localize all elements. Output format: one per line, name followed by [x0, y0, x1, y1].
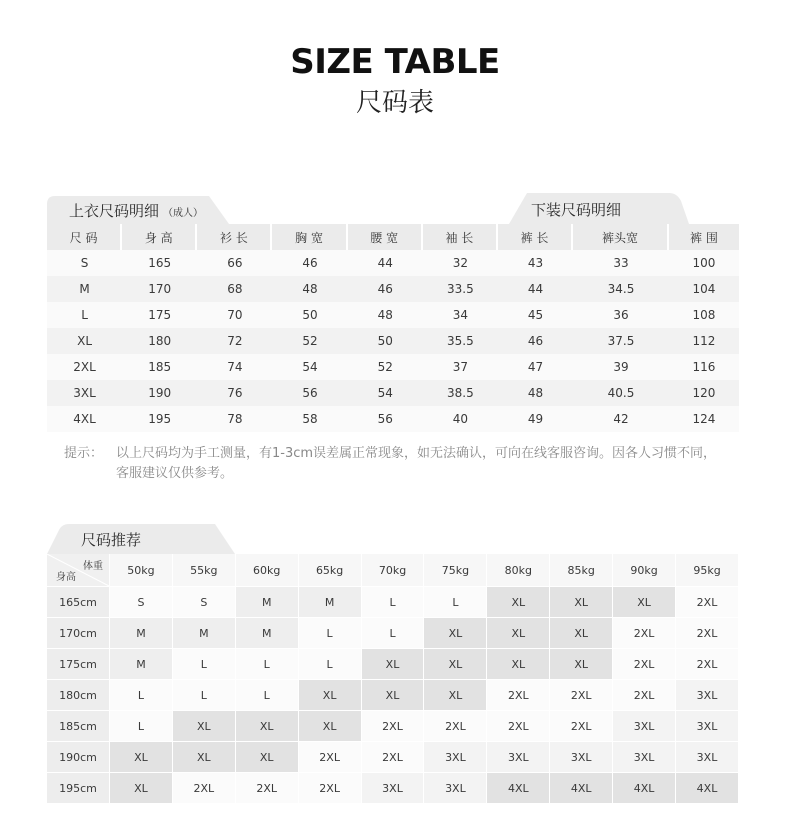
recommended-size-cell: M [173, 618, 236, 649]
weight-header-cell: 50kg [110, 554, 173, 587]
recommended-size-cell: XL [236, 711, 299, 742]
recommended-size-cell: 4XL [550, 773, 613, 804]
recommended-size-cell: 3XL [613, 711, 676, 742]
recommended-size-cell: L [362, 618, 425, 649]
recommend-row [47, 649, 739, 680]
size-table-header: 身 高 [122, 224, 197, 250]
recommended-size-cell: 2XL [550, 711, 613, 742]
size-value-cell: 56 [272, 380, 347, 406]
recommended-size-cell: L [362, 587, 425, 618]
size-value-cell: 35.5 [423, 328, 498, 354]
weight-axis-label: 体重 [83, 561, 103, 572]
recommend-row [47, 618, 739, 649]
recommended-size-cell: 3XL [424, 742, 487, 773]
recommended-size-cell: XL [110, 773, 173, 804]
recommended-size-cell: XL [550, 618, 613, 649]
size-table-row [47, 328, 739, 354]
size-value-cell: 40.5 [573, 380, 669, 406]
recommended-size-cell: XL [299, 711, 362, 742]
size-value-cell: 34.5 [573, 276, 669, 302]
recommend-row [47, 711, 739, 742]
recommended-size-cell: 2XL [676, 649, 739, 680]
bottom-size-tab [509, 193, 689, 221]
recommended-size-cell: 3XL [676, 680, 739, 711]
recommended-size-cell: L [424, 587, 487, 618]
size-value-cell: 54 [272, 354, 347, 380]
recommended-size-cell: 2XL [676, 618, 739, 649]
weight-header-cell: 85kg [550, 554, 613, 587]
top-size-tab-label: 上衣尺码明细 [69, 202, 160, 220]
weight-header-cell: 95kg [676, 554, 739, 587]
height-cell: 170cm [47, 618, 110, 649]
recommended-size-cell: 3XL [424, 773, 487, 804]
size-value-cell: 74 [197, 354, 272, 380]
size-value-cell: 37.5 [573, 328, 669, 354]
recommended-size-cell: 2XL [362, 711, 425, 742]
height-cell: 185cm [47, 711, 110, 742]
size-value-cell: 56 [348, 406, 423, 432]
recommended-size-cell: XL [236, 742, 299, 773]
size-name-cell: L [47, 302, 122, 328]
size-value-cell: 33.5 [423, 276, 498, 302]
recommended-size-cell: 2XL [362, 742, 425, 773]
recommended-size-cell: XL [299, 680, 362, 711]
height-cell: 165cm [47, 587, 110, 618]
note-text: 以上尺码均为手工测量，有1-3cm误差属正常现象，如无法确认，可向在线客服咨询。因各人习惯不同，客服建议仅供参考。 [116, 446, 717, 481]
size-table-row [47, 354, 739, 380]
recommended-size-cell: L [110, 680, 173, 711]
size-value-cell: 47 [498, 354, 573, 380]
weight-header-cell: 75kg [424, 554, 487, 587]
size-value-cell: 120 [669, 380, 739, 406]
size-value-cell: 43 [498, 250, 573, 276]
recommended-size-cell: 2XL [299, 773, 362, 804]
size-value-cell: 70 [197, 302, 272, 328]
size-table-row [47, 380, 739, 406]
recommended-size-cell: 2XL [613, 618, 676, 649]
recommended-size-cell: 3XL [487, 742, 550, 773]
recommend-row [47, 680, 739, 711]
size-table-header: 胸 宽 [272, 224, 347, 250]
recommended-size-cell: S [173, 587, 236, 618]
weight-header-cell: 60kg [236, 554, 299, 587]
size-value-cell: 180 [122, 328, 197, 354]
height-cell: 180cm [47, 680, 110, 711]
size-value-cell: 50 [272, 302, 347, 328]
recommended-size-cell: XL [173, 742, 236, 773]
recommended-size-cell: 2XL [613, 649, 676, 680]
recommend-row [47, 742, 739, 773]
page-title-cn: 尺码表 [355, 88, 434, 118]
recommended-size-cell: XL [173, 711, 236, 742]
weight-header-cell: 80kg [487, 554, 550, 587]
weight-header-cell: 90kg [613, 554, 676, 587]
recommended-size-cell: M [110, 649, 173, 680]
recommended-size-cell: 4XL [676, 773, 739, 804]
size-table-header: 尺 码 [47, 224, 122, 250]
recommended-size-cell: 4XL [613, 773, 676, 804]
height-cell: 190cm [47, 742, 110, 773]
recommended-size-cell: XL [487, 618, 550, 649]
size-value-cell: 124 [669, 406, 739, 432]
top-size-tab [47, 196, 229, 224]
size-name-cell: M [47, 276, 122, 302]
recommended-size-cell: XL [424, 618, 487, 649]
recommended-size-cell: 2XL [487, 680, 550, 711]
recommended-size-cell: XL [362, 649, 425, 680]
weight-header-cell: 70kg [362, 554, 425, 587]
recommended-size-cell: S [110, 587, 173, 618]
recommended-size-cell: XL [550, 587, 613, 618]
weight-header-cell: 55kg [173, 554, 236, 587]
recommend-row [47, 587, 739, 618]
size-value-cell: 38.5 [423, 380, 498, 406]
size-value-cell: 48 [272, 276, 347, 302]
recommended-size-cell: 4XL [487, 773, 550, 804]
size-value-cell: 76 [197, 380, 272, 406]
note-label: 提示： [64, 446, 104, 461]
size-value-cell: 52 [348, 354, 423, 380]
recommended-size-cell: 3XL [362, 773, 425, 804]
recommended-size-cell: 2XL [173, 773, 236, 804]
size-value-cell: 40 [423, 406, 498, 432]
size-table-header: 裤头宽 [573, 224, 669, 250]
size-value-cell: 185 [122, 354, 197, 380]
recommended-size-cell: XL [424, 680, 487, 711]
recommended-size-cell: 2XL [424, 711, 487, 742]
recommend-row [47, 773, 739, 804]
size-value-cell: 116 [669, 354, 739, 380]
size-value-cell: 190 [122, 380, 197, 406]
size-value-cell: 50 [348, 328, 423, 354]
height-cell: 175cm [47, 649, 110, 680]
size-table-header: 衫 长 [197, 224, 272, 250]
size-value-cell: 32 [423, 250, 498, 276]
recommended-size-cell: L [299, 618, 362, 649]
size-value-cell: 46 [498, 328, 573, 354]
size-value-cell: 58 [272, 406, 347, 432]
size-value-cell: 42 [573, 406, 669, 432]
recommended-size-cell: 2XL [676, 587, 739, 618]
size-value-cell: 165 [122, 250, 197, 276]
recommended-size-cell: 2XL [487, 711, 550, 742]
size-table-row [47, 276, 739, 302]
recommended-size-cell: M [110, 618, 173, 649]
size-table-row [47, 406, 739, 432]
recommended-size-cell: 3XL [613, 742, 676, 773]
size-value-cell: 72 [197, 328, 272, 354]
size-value-cell: 44 [348, 250, 423, 276]
size-value-cell: 108 [669, 302, 739, 328]
recommended-size-cell: XL [487, 649, 550, 680]
size-value-cell: 100 [669, 250, 739, 276]
recommended-size-cell: L [236, 649, 299, 680]
recommend-tab [47, 524, 235, 552]
size-table-header: 腰 宽 [348, 224, 423, 250]
page-title-en: SIZE TABLE [290, 42, 500, 82]
recommended-size-cell: 3XL [550, 742, 613, 773]
size-value-cell: 36 [573, 302, 669, 328]
recommend-tab-label: 尺码推荐 [81, 531, 142, 549]
recommended-size-cell: L [173, 680, 236, 711]
size-value-cell: 46 [272, 250, 347, 276]
size-recommend-table [47, 554, 739, 804]
size-table-header: 袖 长 [423, 224, 498, 250]
size-table-row [47, 302, 739, 328]
size-detail-table [47, 224, 739, 432]
size-value-cell: 54 [348, 380, 423, 406]
recommended-size-cell: L [110, 711, 173, 742]
recommended-size-cell: M [236, 618, 299, 649]
size-table-row [47, 250, 739, 276]
size-table-header: 裤 围 [669, 224, 739, 250]
size-value-cell: 195 [122, 406, 197, 432]
size-value-cell: 46 [348, 276, 423, 302]
recommended-size-cell: 2XL [236, 773, 299, 804]
size-name-cell: XL [47, 328, 122, 354]
size-value-cell: 104 [669, 276, 739, 302]
recommended-size-cell: XL [110, 742, 173, 773]
recommended-size-cell: M [299, 587, 362, 618]
size-value-cell: 33 [573, 250, 669, 276]
weight-header-cell: 65kg [299, 554, 362, 587]
recommended-size-cell: 2XL [613, 680, 676, 711]
recommended-size-cell: 3XL [676, 711, 739, 742]
size-table-header-row [47, 224, 739, 250]
size-value-cell: 34 [423, 302, 498, 328]
size-name-cell: 4XL [47, 406, 122, 432]
recommended-size-cell: L [173, 649, 236, 680]
height-cell: 195cm [47, 773, 110, 804]
recommended-size-cell: 2XL [299, 742, 362, 773]
recommended-size-cell: XL [550, 649, 613, 680]
recommended-size-cell: 3XL [676, 742, 739, 773]
recommended-size-cell: XL [613, 587, 676, 618]
top-size-tab-sub: （成人） [163, 208, 204, 219]
size-value-cell: 66 [197, 250, 272, 276]
bottom-size-tab-label: 下装尺码明细 [531, 201, 622, 219]
recommended-size-cell: XL [424, 649, 487, 680]
size-value-cell: 48 [348, 302, 423, 328]
size-name-cell: S [47, 250, 122, 276]
size-value-cell: 37 [423, 354, 498, 380]
size-value-cell: 170 [122, 276, 197, 302]
size-name-cell: 3XL [47, 380, 122, 406]
size-value-cell: 49 [498, 406, 573, 432]
size-value-cell: 175 [122, 302, 197, 328]
recommend-corner-cell [47, 554, 110, 587]
size-value-cell: 48 [498, 380, 573, 406]
size-name-cell: 2XL [47, 354, 122, 380]
recommended-size-cell: 2XL [550, 680, 613, 711]
size-value-cell: 45 [498, 302, 573, 328]
recommended-size-cell: L [299, 649, 362, 680]
recommended-size-cell: XL [487, 587, 550, 618]
size-table-header: 裤 长 [498, 224, 573, 250]
recommended-size-cell: XL [362, 680, 425, 711]
recommend-header-row [47, 554, 739, 587]
recommended-size-cell: M [236, 587, 299, 618]
size-value-cell: 52 [272, 328, 347, 354]
size-value-cell: 78 [197, 406, 272, 432]
size-value-cell: 68 [197, 276, 272, 302]
height-axis-label: 身高 [56, 572, 76, 583]
size-value-cell: 44 [498, 276, 573, 302]
size-value-cell: 112 [669, 328, 739, 354]
size-value-cell: 39 [573, 354, 669, 380]
recommended-size-cell: L [236, 680, 299, 711]
